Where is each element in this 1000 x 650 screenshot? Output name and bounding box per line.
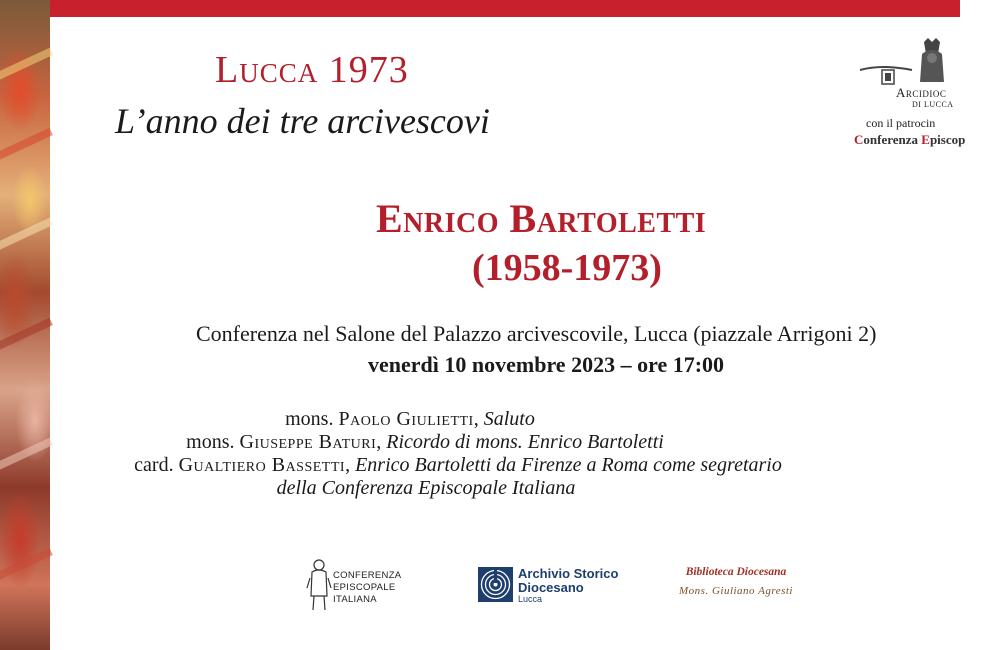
top-red-bar [0, 0, 960, 17]
speaker-line [0, 431, 850, 454]
cei-line: EPISCOPALE [333, 582, 396, 593]
arcidiocesi-logo [852, 36, 966, 147]
cei-line: CONFERENZA [333, 570, 402, 581]
speaker-line [1, 477, 851, 500]
speaker-line [0, 408, 835, 431]
speaker-name: Giuseppe Baturi [239, 431, 377, 453]
paint-stroke [0, 48, 53, 81]
separator: , [345, 454, 356, 476]
speaker-title: mons. [186, 431, 240, 453]
patronage-org [854, 132, 965, 148]
biblioteca-logo [676, 566, 796, 606]
cei-line: ITALIANA [333, 594, 377, 605]
bishop-emblem-icon [852, 36, 960, 92]
archivio-logo [478, 565, 618, 605]
speaker-title: mons. [285, 408, 339, 430]
biblioteca-name: Biblioteca Diocesana [685, 566, 787, 578]
talk-title: Saluto [483, 408, 535, 430]
patronage-initial: E [921, 132, 930, 147]
patronage-word: onferenza [863, 132, 922, 147]
archivio-line: Diocesano [518, 580, 584, 595]
event-date: venerdì 10 novembre 2023 – ore 17:00 [368, 352, 725, 377]
archivio-line: Archivio Storico [518, 566, 619, 581]
paint-stroke [0, 128, 53, 161]
event-series-subtitle: L’anno dei tre arcivescovi [115, 101, 490, 141]
speaker-title: card. [134, 454, 179, 476]
patronage-word: piscop [929, 132, 966, 147]
paint-stroke [0, 548, 53, 581]
separator: , [376, 431, 387, 453]
painting-strip [0, 0, 50, 650]
paint-stroke [0, 318, 53, 351]
event-series-title: Lucca 1973 [215, 49, 409, 91]
arcidiocesi-name: Arcidioc [896, 85, 947, 100]
speaker-name: Gualtiero Bassetti [178, 454, 346, 476]
cei-logo [306, 558, 411, 614]
honoree-years: (1958-1973) [472, 247, 662, 289]
patronage-text: con il patrocin [866, 116, 936, 130]
cei-figure-icon [306, 558, 332, 614]
biblioteca-dedication: Mons. Giuliano Agresti [679, 585, 793, 597]
paint-stroke [0, 218, 53, 251]
event-venue: Conferenza nel Salone del Palazzo arcivescovile, Lucca (piazzale Arrigoni 2) [196, 321, 877, 346]
speaker-line [33, 454, 883, 477]
honoree-name: Enrico Bartoletti [376, 196, 707, 241]
speaker-name: Paolo Giulietti [338, 408, 474, 430]
talk-title-continuation: della Conferenza Episcopale Italiana [276, 477, 576, 499]
archivio-city: Lucca [518, 594, 543, 604]
speaker-list [134, 408, 1000, 500]
patronage-initial: C [854, 132, 864, 147]
talk-title: Ricordo di mons. Enrico Bartoletti [386, 431, 664, 453]
separator: , [473, 408, 484, 430]
talk-title: Enrico Bartoletti da Firenze a Roma come segretario [355, 454, 782, 476]
archivio-labyrinth-icon [478, 567, 513, 602]
arcidiocesi-city: DI LUCCA [912, 100, 954, 109]
